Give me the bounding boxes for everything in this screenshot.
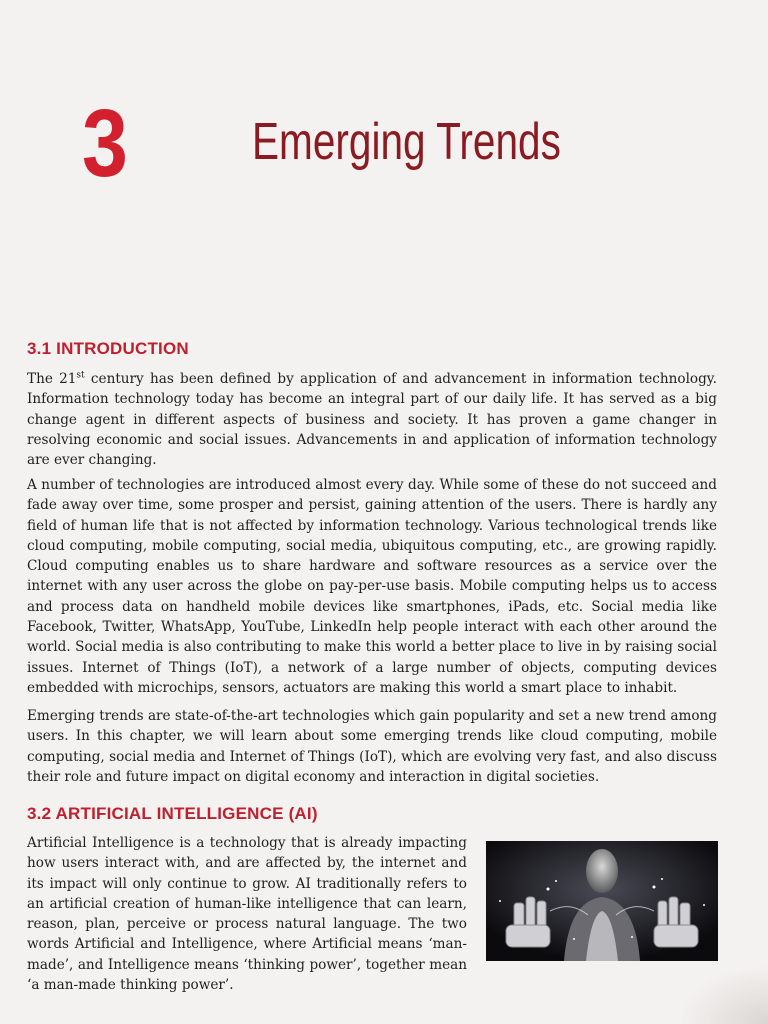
ai-humanoid-image bbox=[486, 841, 718, 961]
superscript-st: st bbox=[76, 370, 85, 381]
scan-shadow bbox=[678, 964, 768, 1024]
intro-paragraph-1: The 21st century has been defined by application of and advancement in information technology. Information technology today has become an integral part of our daily life. It has served as a big change agent in different aspects of business and society. It has proven a game changer in resolving economic and social issues. Advancements in and application of information technology are ever changing. bbox=[27, 370, 717, 469]
ai-paragraph-1: Artificial Intelligence is a technology that is already impacting how users interact with, and are affected by, the internet and its impact will only continue to grow. AI traditionally refers to an artificial creation of human-like intelligence that can learn, reason, plan, perceive or process natural language. The two words Artificial and Intelligence, where Artificial means ‘man-made’, and Intelligence means ‘thinking power’, together mean ‘a man-made thinking power’. bbox=[27, 835, 467, 994]
ai-humanoid-icon bbox=[486, 841, 718, 961]
chapter-number: 3 bbox=[82, 90, 128, 197]
section-heading-introduction: 3.1 INTRODUCTION bbox=[27, 339, 189, 358]
intro-paragraph-2: A number of technologies are introduced almost every day. While some of these do not succeed and fade away over time, some prosper and persist, gaining attention of the users. There is hardly any field of human life that is not affected by information technology. Various technological trends like cloud computing, mobile computing, social media, ubiquitous computing, etc., are growing rapidly. Cloud computing enables us to share hardware and software resources as a service over the internet with any user across the globe on pay-per-use basis. Mobile computing helps us to access and process data on handheld mobile devices like smartphones, iPads, etc. Social media like Facebook, Twitter, WhatsApp, YouTube, LinkedIn help people interact with each other around the world. Social media is also contributing to make this world a better place to live in by raising social issues. Internet of Things (IoT), a network of a large number of objects, computing devices embedded with microchips, sensors, actuators are making this world a smart place to inhabit. bbox=[27, 477, 717, 696]
chapter-title: Emerging Trends bbox=[252, 113, 561, 171]
intro-paragraph-3: Emerging trends are state-of-the-art technologies which gain popularity and set a new trend among users. In this chapter, we will learn about some emerging trends like cloud computing, mobile computing, social media and Internet of Things (IoT), which are evolving very fast, and also discuss their role and future impact on digital economy and interaction in digital societies. bbox=[27, 708, 717, 785]
section-heading-artificial-intelligence: 3.2 ARTIFICIAL INTELLIGENCE (AI) bbox=[27, 804, 318, 823]
